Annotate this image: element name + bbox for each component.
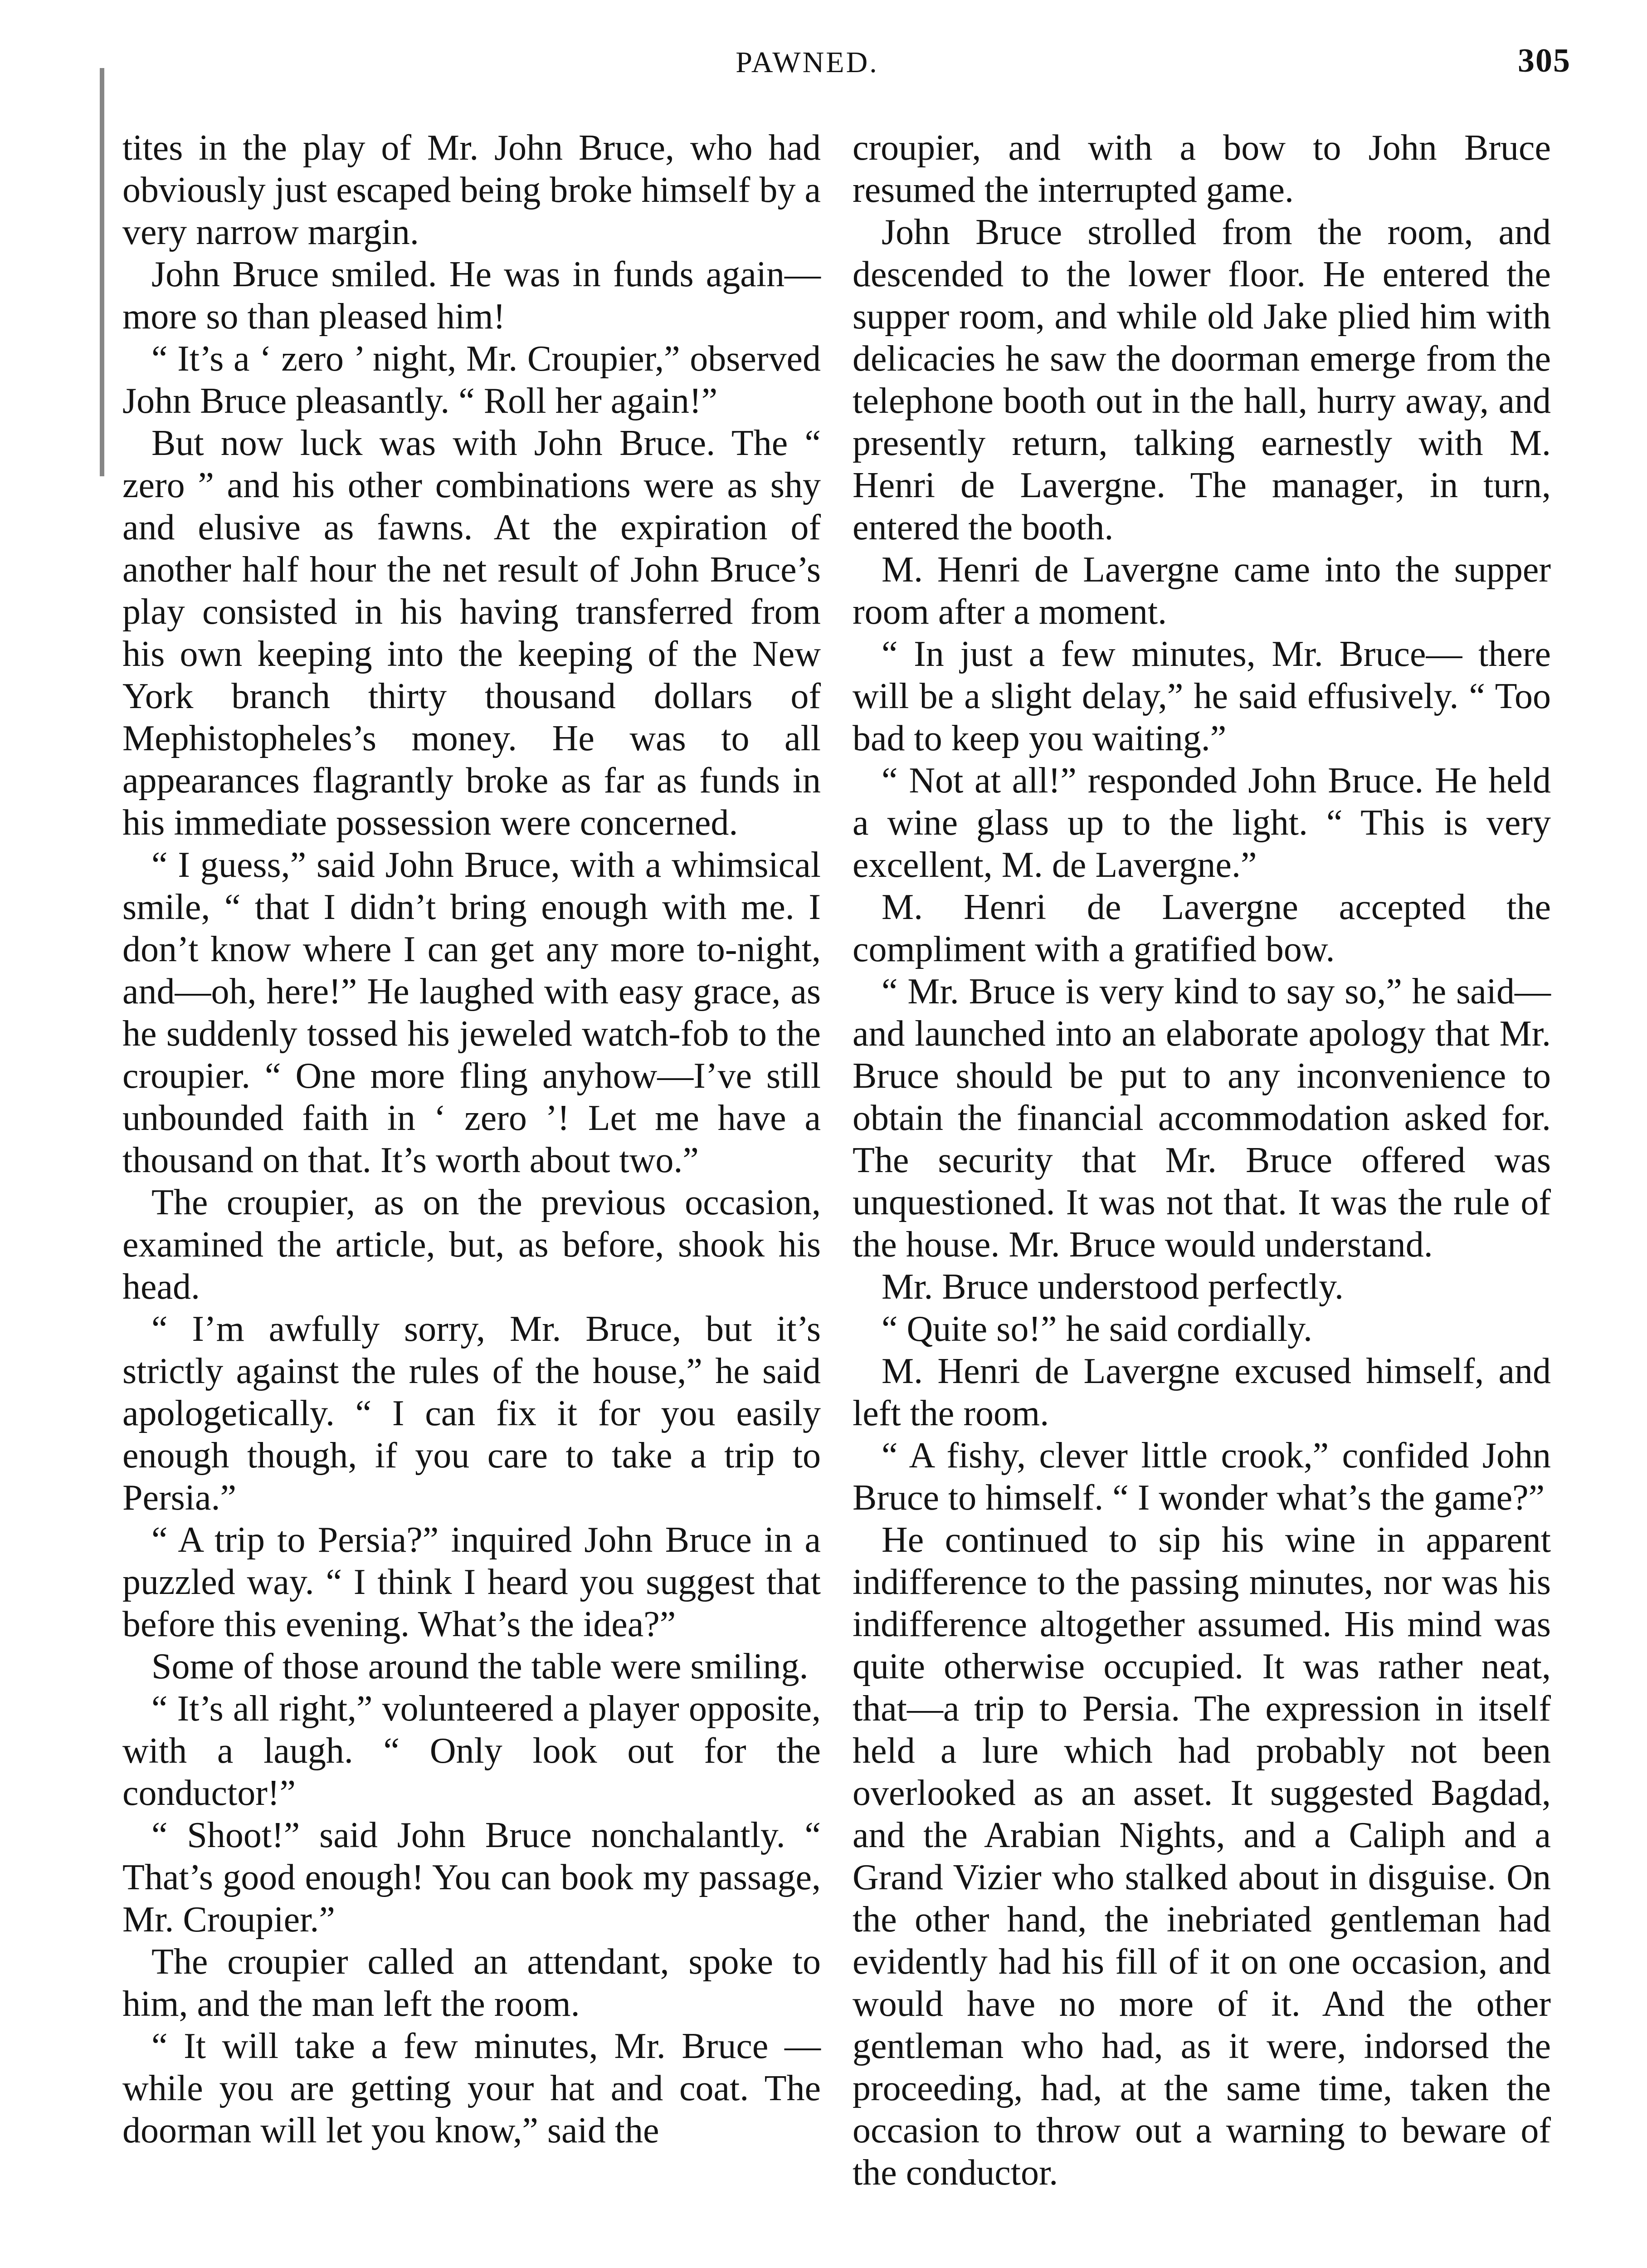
- paragraph: M. Henri de Lavergne accepted the compliment with a gratified bow.: [853, 887, 1551, 969]
- paragraph: “ I guess,” said John Bruce, with a whimsical smile, “ that I didn’t bring enough with me. I don’t know where I can get any more to-night, and—oh, here!” He laughed with easy grace, as he suddenly tossed his jeweled watch-fob to the croupier. “ One more fling anyhow—I’ve still unbounded faith in ‘ zero ’! Let me have a thousand on that. It’s worth about two.”: [122, 845, 821, 1180]
- paragraph: The croupier called an attendant, spoke to him, and the man left the room.: [122, 1942, 821, 2024]
- paragraph: M. Henri de Lavergne came into the supper room after a moment.: [853, 550, 1551, 632]
- paragraph: “ Shoot!” said John Bruce nonchalantly. “ That’s good enough! You can book my passage, Mr. Croupier.”: [122, 1815, 821, 1940]
- paragraph: “ It’s all right,” volunteered a player opposite, with a laugh. “ Only look out for the conductor!”: [122, 1689, 821, 1813]
- left-column: [122, 127, 821, 2152]
- paragraph: “ A trip to Persia?” inquired John Bruce in a puzzled way. “ I think I heard you suggest that before this evening. What’s the idea?”: [122, 1520, 821, 1644]
- paragraph: tites in the play of Mr. John Bruce, who had obviously just escaped being broke himself by a very narrow margin.: [122, 128, 821, 252]
- binding-edge-marks: [100, 68, 117, 476]
- paragraph: He continued to sip his wine in apparent indifference to the passing minutes, nor was his indifference altogether assumed. His mind was quite otherwise occupied. It was rather neat, that—a trip to Persia. The expression in itself held a lure which had probably not been overlooked as an asset. It suggested Bagdad, and the Arabian Nights, and a Caliph and a Grand Vizier who stalked about in disguise. On the other hand, the inebriated gentleman had evidently had his fill of it on one occasion, and would have no more of it. And the other gentleman who had, as it were, indorsed the proceeding, had, at the same time, taken the occasion to throw out a warning to beware of the conductor.: [853, 1520, 1551, 2193]
- paragraph: John Bruce smiled. He was in funds again—more so than pleased him!: [122, 254, 821, 337]
- paragraph: Some of those around the table were smiling.: [151, 1647, 809, 1686]
- paragraph: But now luck was with John Bruce. The “ zero ” and his other combinations were as shy and elusive as fawns. At the expiration of another half hour the net result of John Bruce’s play consisted in his having transferred from his own keeping into the keeping of the New York branch thirty thousand dollars of Mephistopheles’s money. He was to all appearances flagrantly broke as far as funds in his immediate possession were concerned.: [122, 423, 821, 843]
- running-head-title: PAWNED.: [736, 46, 879, 79]
- paragraph: M. Henri de Lavergne excused himself, and left the room.: [853, 1351, 1551, 1433]
- paragraph: The croupier, as on the previous occasion, examined the article, but, as before, shook his head.: [122, 1183, 821, 1307]
- paragraph: “ I’m awfully sorry, Mr. Bruce, but it’s strictly against the rules of the house,” he said apologetically. “ I can fix it for you easily enough though, if you care to take a trip to Persia.”: [122, 1309, 821, 1518]
- paragraph: Mr. Bruce understood perfectly.: [882, 1267, 1344, 1307]
- paragraph: “ Not at all!” responded John Bruce. He held a wine glass up to the light. “ This is very excellent, M. de Lavergne.”: [853, 761, 1551, 885]
- paragraph: “ In just a few minutes, Mr. Bruce— there will be a slight delay,” he said effusively. “ Too bad to keep you waiting.”: [853, 634, 1551, 758]
- paragraph: “ A fishy, clever little crook,” confided John Bruce to himself. “ I wonder what’s the game?”: [853, 1436, 1551, 1518]
- right-column: [853, 127, 1551, 2194]
- paragraph: “ It will take a few minutes, Mr. Bruce —while you are getting your hat and coat. The doorman will let you know,” said the: [122, 2026, 821, 2151]
- page-number: 305: [1518, 42, 1571, 79]
- paragraph: croupier, and with a bow to John Bruce resumed the interrupted game.: [853, 128, 1551, 210]
- paragraph: “ It’s a ‘ zero ’ night, Mr. Croupier,” observed John Bruce pleasantly. “ Roll her again!”: [122, 339, 821, 421]
- paragraph: John Bruce strolled from the room, and descended to the lower floor. He entered the supper room, and while old Jake plied him with delicacies he saw the doorman emerge from the telephone booth out in the hall, hurry away, and presently return, talking earnestly with M. Henri de Lavergne. The manager, in turn, entered the booth.: [853, 212, 1551, 547]
- paragraph: “ Mr. Bruce is very kind to say so,” he said—and launched into an elaborate apology that Mr. Bruce should be put to any inconvenience to obtain the financial accommodation asked for. The security that Mr. Bruce offered was unquestioned. It was not that. It was the rule of the house. Mr. Bruce would understand.: [853, 972, 1551, 1265]
- paragraph: “ Quite so!” he said cordially.: [882, 1309, 1313, 1349]
